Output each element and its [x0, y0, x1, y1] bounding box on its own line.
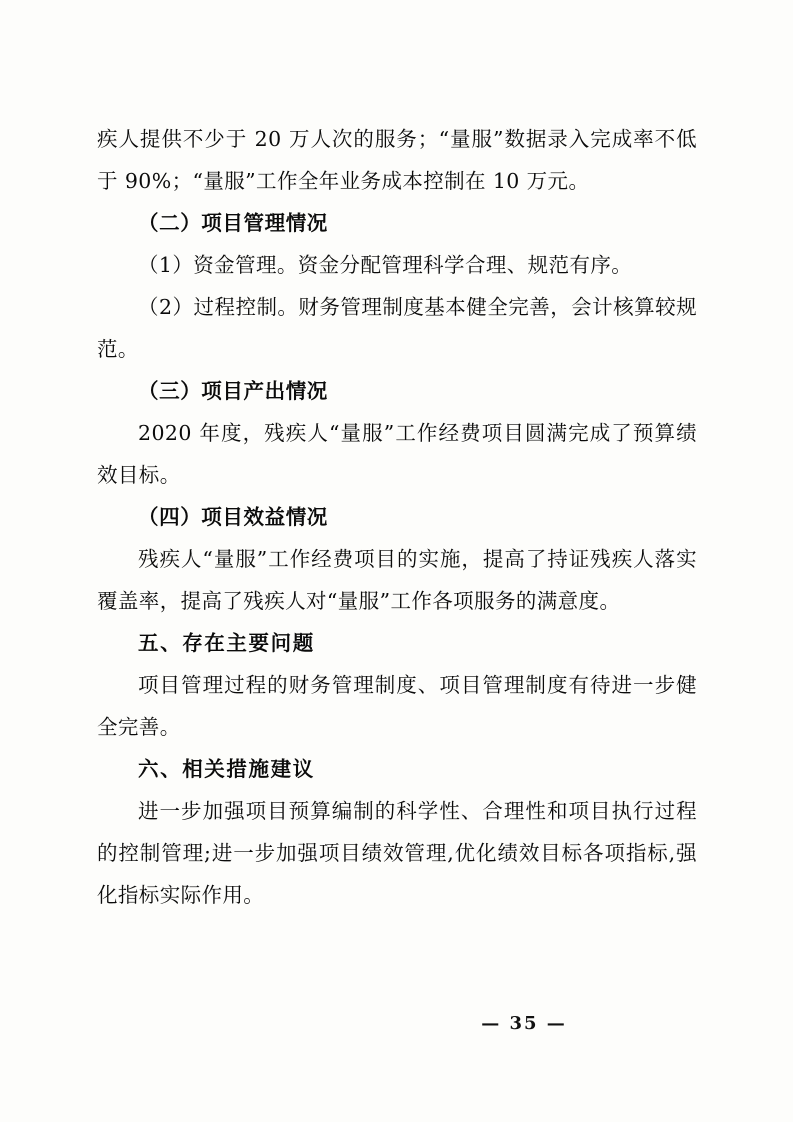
page-footer [0, 1013, 793, 1034]
subheading-project-output: （三）项目产出情况 [138, 379, 328, 403]
page-number: — 35 — [481, 1013, 567, 1034]
paragraph-project-output: 2020 年度，残疾人“量服”工作经费项目圆满完成了预算绩效目标。 [97, 421, 697, 487]
paragraph-main-problems: 项目管理过程的财务管理制度、项目管理制度有待进一步健全完善。 [97, 673, 697, 739]
heading-measures-suggestions: 六、相关措施建议 [138, 757, 315, 781]
paragraph-fund-management: （1）资金管理。资金分配管理科学合理、规范有序。 [138, 253, 633, 277]
subheading-project-benefit: （四）项目效益情况 [138, 505, 328, 529]
subheading-project-management: （二）项目管理情况 [138, 211, 328, 235]
heading-main-problems: 五、存在主要问题 [138, 631, 315, 655]
document-body [97, 118, 697, 916]
paragraph-project-benefit: 残疾人“量服”工作经费项目的实施，提高了持证残疾人落实覆盖率，提高了残疾人对“量服”工作各项服务的满意度。 [97, 547, 697, 613]
paragraph-measures-suggestions: 进一步加强项目预算编制的科学性、合理性和项目执行过程的控制管理;进一步加强项目绩效管理,优化绩效目标各项指标,强化指标实际作用。 [97, 799, 697, 907]
paragraph-process-control: （2）过程控制。财务管理制度基本健全完善，会计核算较规范。 [97, 295, 697, 361]
paragraph-continuation: 疾人提供不少于 20 万人次的服务；“量服”数据录入完成率不低于 90%；“量服”工作全年业务成本控制在 10 万元。 [97, 127, 697, 193]
